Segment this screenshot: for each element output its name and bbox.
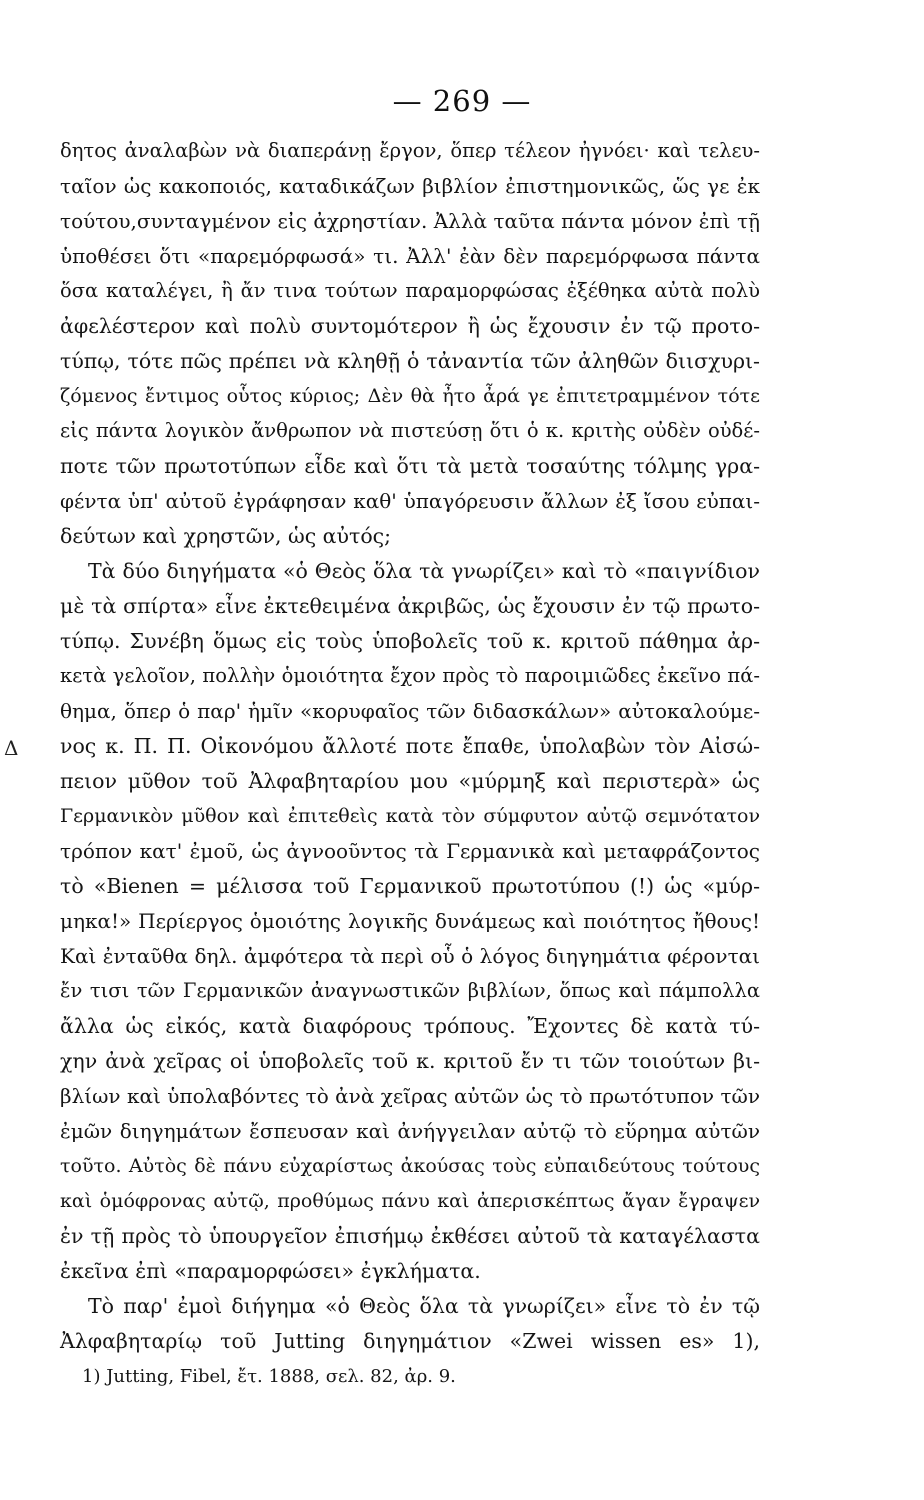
text-line: Καὶ ἐνταῦθα δηλ. ἀμφότερα τὰ περὶ οὗ ὁ λόγος διηγημάτια φέρονται xyxy=(60,944,760,968)
text-line: Γερμανικὸν μῦθον καὶ ἐπιτεθεὶς κατὰ τὸν σύμφυτον αὐτῷ σεμνότατον xyxy=(60,805,760,827)
text-line: ἄλλα ὡς εἰκός, κατὰ διαφόρους τρόπους. Ἔχοντες δὲ κατὰ τύ- xyxy=(60,1014,760,1038)
text-line: νος κ. Π. Π. Οἰκονόμου ἄλλοτέ ποτε ἔπαθε, ὑπολαβὼν τὸν Αἰσώ- xyxy=(60,734,760,758)
text-line: δεύτων καὶ χρηστῶν, ὡς αὐτός; xyxy=(60,524,392,548)
text-line: ἐκεῖνα ἐπὶ «παραμορφώσει» ἐγκλήματα. xyxy=(60,1259,481,1283)
text-line: ποτε τῶν πρωτοτύπων εἶδε καὶ ὅτι τὰ μετὰ τοσαύτης τόλμης γρα- xyxy=(60,454,760,478)
margin-mark: Δ xyxy=(4,736,19,760)
page-number: — 269 — xyxy=(392,84,532,118)
text-line: τοῦτο. Αὐτὸς δὲ πάνυ εὐχαρίστως ἀκούσας τοὺς εὐπαιδεύτους τούτους xyxy=(60,1155,760,1177)
text-line: ὅσα καταλέγει, ἢ ἄν τινα τούτων παραμορφώσας ἐξέθηκα αὐτὰ πολὺ xyxy=(60,279,760,302)
text-line: τούτου,συνταγμένον εἰς ἀχρηστίαν. Ἀλλὰ ταῦτα πάντα μόνον ἐπὶ τῇ xyxy=(60,209,760,233)
footnote: 1) Jutting, Fibel, ἔτ. 1888, σελ. 82, ἀρ. 9. xyxy=(82,1366,456,1387)
text-line: μὲ τὰ σπίρτα» εἶνε ἐκτεθειμένα ἀκριβῶς, ὡς ἔχουσιν ἐν τῷ πρωτο- xyxy=(60,594,760,618)
text-line: ἔν τισι τῶν Γερμανικῶν ἀναγνωστικῶν βιβλίων, ὅπως καὶ πάμπολλα xyxy=(60,979,760,1002)
text-line: φέντα ὑπ' αὐτοῦ ἐγράφησαν καθ' ὑπαγόρευσιν ἄλλων ἐξ ἴσου εὐπαι- xyxy=(60,489,760,513)
text-line: πειον μῦθον τοῦ Ἀλφαβηταρίου μου «μύρμηξ καὶ περιστερὰ» ὡς xyxy=(60,769,760,793)
text-line: Τὸ παρ' ἐμοὶ διήγημα «ὁ Θεὸς ὅλα τὰ γνωρίζει» εἶνε τὸ ἐν τῷ xyxy=(88,1294,760,1318)
text-line: βλίων καὶ ὑπολαβόντες τὸ ἀνὰ χεῖρας αὐτῶν ὡς τὸ πρωτότυπον τῶν xyxy=(60,1084,760,1108)
text-line: τρόπον κατ' ἐμοῦ, ὡς ἀγνοοῦντος τὰ Γερμανικὰ καὶ μεταφράζοντος xyxy=(60,839,760,863)
text-line: θημα, ὅπερ ὁ παρ' ἡμῖν «κορυφαῖος τῶν διδασκάλων» αὐτοκαλούμε- xyxy=(60,699,760,723)
text-line: καὶ ὁμόφρονας αὐτῷ, προθύμως πάνυ καὶ ἀπερισκέπτως ἄγαν ἔγραψεν xyxy=(60,1190,760,1212)
text-line: χην ἀνὰ χεῖρας οἱ ὑποβολεῖς τοῦ κ. κριτοῦ ἔν τι τῶν τοιούτων βι- xyxy=(60,1049,760,1073)
text-line: τύπῳ, τότε πῶς πρέπει νὰ κληθῇ ὁ τἀναντία τῶν ἀληθῶν διισχυρι- xyxy=(60,349,760,373)
text-line: Τὰ δύο διηγήματα «ὁ Θεὸς ὅλα τὰ γνωρίζει» καὶ τὸ «παιγνίδιον xyxy=(88,559,760,583)
text-line: Ἀλφαβηταρίῳ τοῦ Jutting διηγημάτιον «Zwei wissen es» 1), xyxy=(60,1329,760,1353)
text-line: εἰς πάντα λογικὸν ἄνθρωπον νὰ πιστεύσῃ ὅτι ὁ κ. κριτὴς οὐδὲν οὐδέ- xyxy=(60,419,760,442)
text-line: τύπῳ. Συνέβη ὅμως εἰς τοὺς ὑποβολεῖς τοῦ κ. κριτοῦ πάθημα ἀρ- xyxy=(60,629,760,653)
text-line: ζόμενος ἔντιμος οὗτος κύριος; Δὲν θὰ ἦτο ἆρά γε ἐπιτετραμμένον τότε xyxy=(60,385,760,407)
text-line: ἐν τῇ πρὸς τὸ ὑπουργεῖον ἐπισήμῳ ἐκθέσει αὐτοῦ τὰ καταγέλαστα xyxy=(60,1224,760,1248)
text-line: ὑποθέσει ὅτι «παρεμόρφωσά» τι. Ἀλλ' ἐὰν δὲν παρεμόρφωσα πάντα xyxy=(60,244,760,268)
text-line: κετὰ γελοῖον, πολλὴν ὁμοιότητα ἔχον πρὸς τὸ παροιμιῶδες ἐκεῖνο πά- xyxy=(60,664,760,687)
text-line: ταῖον ὡς κακοποιός, καταδικάζων βιβλίον ἐπιστημονικῶς, ὥς γε ἐκ xyxy=(60,174,760,198)
text-line: ἀφελέστερον καὶ πολὺ συντομότερον ἢ ὡς ἔχουσιν ἐν τῷ προτο- xyxy=(60,314,760,338)
text-line: τὸ «Bienen = μέλισσα τοῦ Γερμανικοῦ πρωτοτύπου (!) ὡς «μύρ- xyxy=(60,874,760,898)
text-line: δητος ἀναλαβὼν νὰ διαπεράνῃ ἔργον, ὅπερ τέλεον ἠγνόει· καὶ τελευ- xyxy=(60,139,760,162)
text-line: μηκα!» Περίεργος ὁμοιότης λογικῆς δυνάμεως καὶ ποιότητος ἤθους! xyxy=(60,909,760,933)
text-line: ἐμῶν διηγημάτων ἔσπευσαν καὶ ἀνήγγειλαν αὐτῷ τὸ εὕρημα αὐτῶν xyxy=(60,1119,760,1143)
